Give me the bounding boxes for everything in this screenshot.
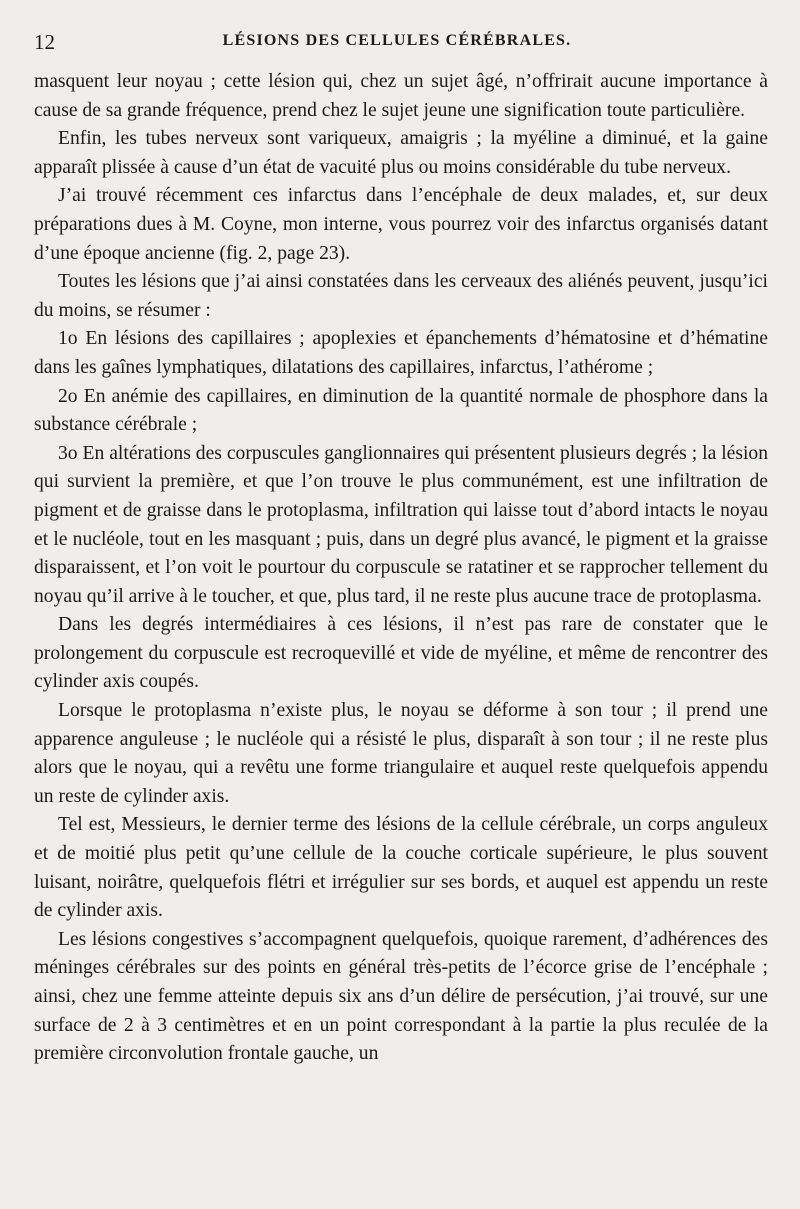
page-header <box>34 30 760 54</box>
running-title: LÉSIONS DES CELLULES CÉRÉBRALES. <box>222 32 572 49</box>
body-text <box>34 68 768 1069</box>
paragraph-6: 2o En anémie des capillaires, en diminution de la quantité normale de phosphore dans la substance cérébrale ; <box>34 385 768 436</box>
paragraph-11: Les lésions congestives s’accompagnent quelquefois, quoique rarement, d’adhérences des méninges cérébrales sur des points en général très-petits de l’écorce grise de l’encéphale ; ainsi, chez une femme atteinte depuis six ans d’un délire de persécution, j’ai trouvé, sur une surface de 2 à 3 centimètres et en un point correspondant à la partie la plus reculée de la première circonvolution frontale gauche, un <box>34 928 768 1065</box>
paragraph-2: Enfin, les tubes nerveux sont variqueux, amaigris ; la myéline a diminué, et la gaine apparaît plissée à cause d’un état de vacuité plus ou moins considérable du tube nerveux. <box>34 128 768 178</box>
paragraph-5: 1o En lésions des capillaires ; apoplexies et épanchements d’hématosine et d’hématine dans les gaînes lymphatiques, dilatations des capillaires, infarctus, l’athérome ; <box>34 328 768 378</box>
paragraph-8: Dans les degrés intermédiaires à ces lésions, il n’est pas rare de constater que le prolongement du corpuscule est recroquevillé et vide de myéline, et même de rencontrer des cylinder axis coupés. <box>34 614 768 693</box>
paragraph-10: Tel est, Messieurs, le dernier terme des lésions de la cellule cérébrale, un corps anguleux et de moitié plus petit qu’une cellule de la couche corticale supérieure, le plus souvent luisant, noirâtre, quelquefois flétri et irrégulier sur ses bords, et auquel est appendu un reste de cylinder axis. <box>34 814 768 922</box>
paragraph-3: J’ai trouvé récemment ces infarctus dans l’encéphale de deux malades, et, sur deux préparations dues à M. Coyne, mon interne, vous pourrez voir des infarctus organisés datant d’une époque ancienne (fig. 2, page 23). <box>34 185 768 264</box>
paragraph-4: Toutes les lésions que j’ai ainsi constatées dans les cerveaux des aliénés peuvent, jusqu’ici du moins, se résumer : <box>34 271 768 321</box>
paragraph-7: 3o En altérations des corpuscules ganglionnaires qui présentent plusieurs degrés ; la lésion qui survient la première, et que l’on trouve le plus communément, est une infiltration de pigment et de graisse dans le protoplasma, infiltration qui laisse tout d’abord intacts le noyau et le nucléole, tout en les masquant ; puis, dans un degré plus avancé, le pigment et la graisse disparaissent, et l’on voit le pourtour du corpuscule se ratatiner et se rapprocher tellement du noyau qu’il arrive à le toucher, et que, plus tard, il ne reste plus aucune trace de protoplasma. <box>34 442 768 607</box>
paragraph-1: masquent leur noyau ; cette lésion qui, chez un sujet âgé, n’offrirait aucune importance à cause de sa grande fréquence, prend chez le sujet jeune une signification toute particulière. <box>34 71 768 121</box>
page-number: 12 <box>34 30 55 54</box>
paragraph-9: Lorsque le protoplasma n’existe plus, le noyau se déforme à son tour ; il prend une apparence anguleuse ; le nucléole qui a résisté le plus, disparaît à son tour ; il ne reste plus alors que le noyau, qui a revêtu une forme triangulaire et auquel reste quelquefois appendu un reste de cylinder axis. <box>34 700 768 807</box>
